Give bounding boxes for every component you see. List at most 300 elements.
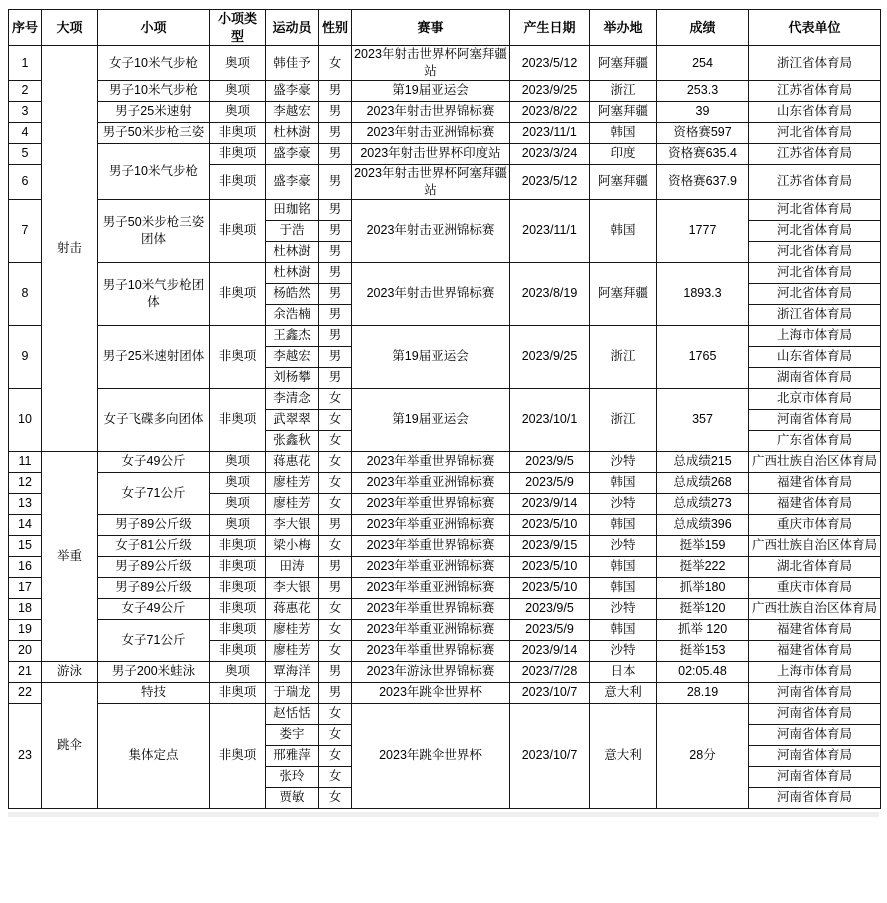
venue-cell: 沙特 — [590, 598, 657, 619]
venue-cell: 韩国 — [590, 199, 657, 262]
event-type-cell: 奥项 — [210, 101, 266, 122]
competition-cell: 2023年举重世界锦标赛 — [352, 493, 510, 514]
unit-cell: 山东省体育局 — [749, 101, 881, 122]
table-row — [9, 535, 881, 556]
index-cell: 8 — [9, 262, 42, 325]
venue-cell: 沙特 — [590, 640, 657, 661]
gender-cell: 女 — [319, 409, 352, 430]
gender-cell: 女 — [319, 46, 352, 81]
unit-cell: 河南省体育局 — [749, 787, 881, 808]
index-cell: 22 — [9, 682, 42, 703]
date-cell: 2023/9/15 — [510, 535, 590, 556]
gender-cell: 男 — [319, 661, 352, 682]
venue-cell: 浙江 — [590, 325, 657, 388]
unit-cell: 河南省体育局 — [749, 682, 881, 703]
table-row — [9, 514, 881, 535]
athlete-name-cell: 杜林澍 — [266, 262, 319, 283]
index-cell: 3 — [9, 101, 42, 122]
page-bottom-edge — [8, 812, 879, 817]
col-header-index: 序号 — [9, 10, 42, 46]
date-cell: 2023/7/28 — [510, 661, 590, 682]
result-cell: 总成绩396 — [657, 514, 749, 535]
event-type-cell: 非奥项 — [210, 199, 266, 262]
athlete-name-cell: 赵恬恬 — [266, 703, 319, 724]
date-cell: 2023/9/25 — [510, 325, 590, 388]
athlete-name-cell: 李大银 — [266, 577, 319, 598]
result-cell: 总成绩268 — [657, 472, 749, 493]
event-cell: 男子10米气步枪团体 — [98, 262, 210, 325]
unit-cell: 河北省体育局 — [749, 283, 881, 304]
unit-cell: 河北省体育局 — [749, 241, 881, 262]
date-cell: 2023/3/24 — [510, 143, 590, 164]
index-cell: 9 — [9, 325, 42, 388]
col-header-result: 成绩 — [657, 10, 749, 46]
competition-cell: 2023年举重亚洲锦标赛 — [352, 472, 510, 493]
event-cell: 女子飞碟多向团体 — [98, 388, 210, 451]
gender-cell: 女 — [319, 766, 352, 787]
venue-cell: 印度 — [590, 143, 657, 164]
result-cell: 1777 — [657, 199, 749, 262]
index-cell: 12 — [9, 472, 42, 493]
index-cell: 10 — [9, 388, 42, 451]
athlete-name-cell: 刘杨攀 — [266, 367, 319, 388]
table-row — [9, 556, 881, 577]
venue-cell: 韩国 — [590, 472, 657, 493]
sport-cell: 举重 — [42, 451, 98, 661]
event-type-cell: 奥项 — [210, 661, 266, 682]
venue-cell: 意大利 — [590, 703, 657, 808]
event-cell: 男子200米蛙泳 — [98, 661, 210, 682]
event-type-cell: 非奥项 — [210, 619, 266, 640]
result-cell: 28分 — [657, 703, 749, 808]
index-cell: 23 — [9, 703, 42, 808]
unit-cell: 浙江省体育局 — [749, 304, 881, 325]
unit-cell: 河南省体育局 — [749, 766, 881, 787]
sports-records-page — [8, 9, 880, 817]
index-cell: 1 — [9, 46, 42, 81]
unit-cell: 广西壮族自治区体育局 — [749, 535, 881, 556]
event-cell: 特技 — [98, 682, 210, 703]
athlete-name-cell: 盛李豪 — [266, 143, 319, 164]
gender-cell: 女 — [319, 388, 352, 409]
event-cell: 男子89公斤级 — [98, 577, 210, 598]
unit-cell: 河北省体育局 — [749, 262, 881, 283]
gender-cell: 男 — [319, 199, 352, 220]
col-header-event-type: 小项类型 — [210, 10, 266, 46]
competition-cell: 2023年游泳世界锦标赛 — [352, 661, 510, 682]
result-cell: 28.19 — [657, 682, 749, 703]
date-cell: 2023/8/19 — [510, 262, 590, 325]
unit-cell: 河北省体育局 — [749, 199, 881, 220]
event-type-cell: 非奥项 — [210, 164, 266, 199]
event-type-cell: 非奥项 — [210, 682, 266, 703]
col-header-unit: 代表单位 — [749, 10, 881, 46]
competition-cell: 2023年射击亚洲锦标赛 — [352, 199, 510, 262]
competition-cell: 2023年举重亚洲锦标赛 — [352, 556, 510, 577]
athlete-name-cell: 杜林澍 — [266, 241, 319, 262]
competition-cell: 2023年举重世界锦标赛 — [352, 598, 510, 619]
date-cell: 2023/8/22 — [510, 101, 590, 122]
competition-cell: 2023年射击亚洲锦标赛 — [352, 122, 510, 143]
unit-cell: 山东省体育局 — [749, 346, 881, 367]
athlete-name-cell: 覃海洋 — [266, 661, 319, 682]
index-cell: 21 — [9, 661, 42, 682]
athlete-name-cell: 于瑞龙 — [266, 682, 319, 703]
event-type-cell: 非奥项 — [210, 535, 266, 556]
result-cell: 1765 — [657, 325, 749, 388]
venue-cell: 沙特 — [590, 451, 657, 472]
result-cell: 挺举222 — [657, 556, 749, 577]
event-type-cell: 非奥项 — [210, 388, 266, 451]
athlete-name-cell: 盛李豪 — [266, 80, 319, 101]
gender-cell: 男 — [319, 80, 352, 101]
athlete-name-cell: 邢雅萍 — [266, 745, 319, 766]
table-row — [9, 598, 881, 619]
unit-cell: 重庆市体育局 — [749, 577, 881, 598]
index-cell: 16 — [9, 556, 42, 577]
result-cell: 资格赛635.4 — [657, 143, 749, 164]
date-cell: 2023/9/14 — [510, 493, 590, 514]
athlete-name-cell: 于浩 — [266, 220, 319, 241]
index-cell: 6 — [9, 164, 42, 199]
athlete-name-cell: 杨皓然 — [266, 283, 319, 304]
gender-cell: 女 — [319, 472, 352, 493]
competition-cell: 2023年举重世界锦标赛 — [352, 451, 510, 472]
result-cell: 总成绩273 — [657, 493, 749, 514]
athlete-name-cell: 韩佳予 — [266, 46, 319, 81]
gender-cell: 女 — [319, 787, 352, 808]
unit-cell: 上海市体育局 — [749, 661, 881, 682]
result-cell: 挺举153 — [657, 640, 749, 661]
competition-cell: 第19届亚运会 — [352, 325, 510, 388]
athlete-name-cell: 廖桂芳 — [266, 640, 319, 661]
gender-cell: 男 — [319, 262, 352, 283]
gender-cell: 女 — [319, 640, 352, 661]
date-cell: 2023/5/10 — [510, 556, 590, 577]
col-header-athlete: 运动员 — [266, 10, 319, 46]
competition-cell: 2023年举重世界锦标赛 — [352, 640, 510, 661]
gender-cell: 男 — [319, 220, 352, 241]
date-cell: 2023/10/7 — [510, 703, 590, 808]
competition-cell: 2023年射击世界杯印度站 — [352, 143, 510, 164]
index-cell: 13 — [9, 493, 42, 514]
competition-cell: 2023年跳伞世界杯 — [352, 703, 510, 808]
venue-cell: 韩国 — [590, 122, 657, 143]
gender-cell: 女 — [319, 451, 352, 472]
event-cell: 男子10米气步枪 — [98, 80, 210, 101]
unit-cell: 江苏省体育局 — [749, 80, 881, 101]
gender-cell: 男 — [319, 304, 352, 325]
table-row — [9, 122, 881, 143]
col-header-event: 小项 — [98, 10, 210, 46]
athlete-name-cell: 王鑫杰 — [266, 325, 319, 346]
competition-cell: 2023年举重世界锦标赛 — [352, 535, 510, 556]
athlete-name-cell: 蒋惠花 — [266, 598, 319, 619]
event-type-cell: 非奥项 — [210, 143, 266, 164]
event-cell: 女子49公斤 — [98, 598, 210, 619]
gender-cell: 男 — [319, 101, 352, 122]
event-cell: 男子10米气步枪 — [98, 143, 210, 199]
table-row — [9, 325, 881, 346]
unit-cell: 广西壮族自治区体育局 — [749, 598, 881, 619]
table-row — [9, 451, 881, 472]
event-type-cell: 非奥项 — [210, 703, 266, 808]
athlete-name-cell: 盛李豪 — [266, 164, 319, 199]
result-cell: 抓举180 — [657, 577, 749, 598]
athlete-name-cell: 梁小梅 — [266, 535, 319, 556]
records-table — [8, 9, 881, 809]
index-cell: 14 — [9, 514, 42, 535]
event-type-cell: 奥项 — [210, 514, 266, 535]
event-type-cell: 奥项 — [210, 472, 266, 493]
athlete-name-cell: 余浩楠 — [266, 304, 319, 325]
athlete-name-cell: 廖桂芳 — [266, 493, 319, 514]
event-type-cell: 非奥项 — [210, 598, 266, 619]
venue-cell: 阿塞拜疆 — [590, 164, 657, 199]
index-cell: 20 — [9, 640, 42, 661]
unit-cell: 江苏省体育局 — [749, 143, 881, 164]
gender-cell: 男 — [319, 143, 352, 164]
table-row — [9, 703, 881, 724]
date-cell: 2023/5/9 — [510, 619, 590, 640]
result-cell: 253.3 — [657, 80, 749, 101]
table-row — [9, 472, 881, 493]
competition-cell: 2023年射击世界锦标赛 — [352, 262, 510, 325]
athlete-name-cell: 李越宏 — [266, 101, 319, 122]
index-cell: 11 — [9, 451, 42, 472]
gender-cell: 女 — [319, 598, 352, 619]
table-row — [9, 101, 881, 122]
athlete-name-cell: 武翠翠 — [266, 409, 319, 430]
date-cell: 2023/10/7 — [510, 682, 590, 703]
gender-cell: 女 — [319, 535, 352, 556]
unit-cell: 福建省体育局 — [749, 640, 881, 661]
competition-cell: 第19届亚运会 — [352, 388, 510, 451]
event-type-cell: 非奥项 — [210, 640, 266, 661]
venue-cell: 阿塞拜疆 — [590, 262, 657, 325]
result-cell: 39 — [657, 101, 749, 122]
gender-cell: 女 — [319, 745, 352, 766]
result-cell: 资格赛637.9 — [657, 164, 749, 199]
table-row — [9, 388, 881, 409]
venue-cell: 阿塞拜疆 — [590, 101, 657, 122]
venue-cell: 韩国 — [590, 514, 657, 535]
gender-cell: 男 — [319, 325, 352, 346]
gender-cell: 女 — [319, 619, 352, 640]
index-cell: 5 — [9, 143, 42, 164]
result-cell: 357 — [657, 388, 749, 451]
gender-cell: 男 — [319, 577, 352, 598]
gender-cell: 男 — [319, 241, 352, 262]
gender-cell: 女 — [319, 493, 352, 514]
date-cell: 2023/9/5 — [510, 451, 590, 472]
result-cell: 资格赛597 — [657, 122, 749, 143]
col-header-gender: 性别 — [319, 10, 352, 46]
competition-cell: 2023年射击世界杯阿塞拜疆站 — [352, 46, 510, 81]
venue-cell: 沙特 — [590, 493, 657, 514]
venue-cell: 浙江 — [590, 388, 657, 451]
athlete-name-cell: 贾敏 — [266, 787, 319, 808]
event-cell: 男子25米速射 — [98, 101, 210, 122]
table-row — [9, 143, 881, 164]
venue-cell: 韩国 — [590, 619, 657, 640]
table-row — [9, 46, 881, 81]
event-type-cell: 非奥项 — [210, 122, 266, 143]
unit-cell: 广西壮族自治区体育局 — [749, 451, 881, 472]
date-cell: 2023/9/14 — [510, 640, 590, 661]
event-cell: 男子25米速射团体 — [98, 325, 210, 388]
date-cell: 2023/11/1 — [510, 199, 590, 262]
competition-cell: 2023年跳伞世界杯 — [352, 682, 510, 703]
event-type-cell: 非奥项 — [210, 262, 266, 325]
table-row — [9, 661, 881, 682]
athlete-name-cell: 田珈铭 — [266, 199, 319, 220]
gender-cell: 女 — [319, 430, 352, 451]
event-type-cell: 非奥项 — [210, 556, 266, 577]
unit-cell: 福建省体育局 — [749, 619, 881, 640]
event-cell: 女子81公斤级 — [98, 535, 210, 556]
gender-cell: 男 — [319, 367, 352, 388]
result-cell: 1893.3 — [657, 262, 749, 325]
venue-cell: 沙特 — [590, 535, 657, 556]
date-cell: 2023/11/1 — [510, 122, 590, 143]
event-type-cell: 奥项 — [210, 451, 266, 472]
index-cell: 18 — [9, 598, 42, 619]
table-row — [9, 619, 881, 640]
unit-cell: 河南省体育局 — [749, 745, 881, 766]
index-cell: 7 — [9, 199, 42, 262]
unit-cell: 河南省体育局 — [749, 703, 881, 724]
athlete-name-cell: 张鑫秋 — [266, 430, 319, 451]
result-cell: 挺举120 — [657, 598, 749, 619]
result-cell: 02:05.48 — [657, 661, 749, 682]
event-cell: 女子49公斤 — [98, 451, 210, 472]
athlete-name-cell: 李清念 — [266, 388, 319, 409]
result-cell: 254 — [657, 46, 749, 81]
unit-cell: 北京市体育局 — [749, 388, 881, 409]
col-header-sport: 大项 — [42, 10, 98, 46]
gender-cell: 男 — [319, 682, 352, 703]
index-cell: 19 — [9, 619, 42, 640]
competition-cell: 2023年射击世界锦标赛 — [352, 101, 510, 122]
gender-cell: 男 — [319, 164, 352, 199]
unit-cell: 江苏省体育局 — [749, 164, 881, 199]
gender-cell: 女 — [319, 703, 352, 724]
venue-cell: 韩国 — [590, 556, 657, 577]
result-cell: 抓举 120 — [657, 619, 749, 640]
athlete-name-cell: 李大银 — [266, 514, 319, 535]
index-cell: 15 — [9, 535, 42, 556]
table-row — [9, 682, 881, 703]
venue-cell: 意大利 — [590, 682, 657, 703]
event-cell: 男子50米步枪三姿团体 — [98, 199, 210, 262]
competition-cell: 2023年举重亚洲锦标赛 — [352, 577, 510, 598]
athlete-name-cell: 蒋惠花 — [266, 451, 319, 472]
gender-cell: 男 — [319, 122, 352, 143]
gender-cell: 男 — [319, 514, 352, 535]
date-cell: 2023/10/1 — [510, 388, 590, 451]
col-header-date: 产生日期 — [510, 10, 590, 46]
athlete-name-cell: 李越宏 — [266, 346, 319, 367]
athlete-name-cell: 田涛 — [266, 556, 319, 577]
gender-cell: 男 — [319, 283, 352, 304]
date-cell: 2023/5/10 — [510, 514, 590, 535]
competition-cell: 2023年射击世界杯阿塞拜疆站 — [352, 164, 510, 199]
col-header-venue: 举办地 — [590, 10, 657, 46]
event-type-cell: 奥项 — [210, 493, 266, 514]
date-cell: 2023/5/9 — [510, 472, 590, 493]
unit-cell: 福建省体育局 — [749, 472, 881, 493]
competition-cell: 2023年举重亚洲锦标赛 — [352, 619, 510, 640]
athlete-name-cell: 廖桂芳 — [266, 472, 319, 493]
unit-cell: 浙江省体育局 — [749, 46, 881, 81]
sport-cell: 跳伞 — [42, 682, 98, 808]
unit-cell: 上海市体育局 — [749, 325, 881, 346]
athlete-name-cell: 杜林澍 — [266, 122, 319, 143]
date-cell: 2023/5/12 — [510, 46, 590, 81]
venue-cell: 浙江 — [590, 80, 657, 101]
athlete-name-cell: 廖桂芳 — [266, 619, 319, 640]
index-cell: 4 — [9, 122, 42, 143]
result-cell: 挺举159 — [657, 535, 749, 556]
competition-cell: 第19届亚运会 — [352, 80, 510, 101]
venue-cell: 韩国 — [590, 577, 657, 598]
unit-cell: 河南省体育局 — [749, 409, 881, 430]
event-cell: 集体定点 — [98, 703, 210, 808]
venue-cell: 阿塞拜疆 — [590, 46, 657, 81]
event-cell: 男子50米步枪三姿 — [98, 122, 210, 143]
event-type-cell: 非奥项 — [210, 577, 266, 598]
event-cell: 男子89公斤级 — [98, 514, 210, 535]
table-row — [9, 199, 881, 220]
unit-cell: 重庆市体育局 — [749, 514, 881, 535]
table-header-row — [9, 10, 881, 46]
sport-cell: 射击 — [42, 46, 98, 452]
event-type-cell: 奥项 — [210, 80, 266, 101]
date-cell: 2023/5/10 — [510, 577, 590, 598]
gender-cell: 女 — [319, 724, 352, 745]
table-row — [9, 577, 881, 598]
event-cell: 女子10米气步枪 — [98, 46, 210, 81]
event-cell: 男子89公斤级 — [98, 556, 210, 577]
venue-cell: 日本 — [590, 661, 657, 682]
date-cell: 2023/9/5 — [510, 598, 590, 619]
athlete-name-cell: 娄宇 — [266, 724, 319, 745]
event-cell: 女子71公斤 — [98, 472, 210, 514]
unit-cell: 广东省体育局 — [749, 430, 881, 451]
result-cell: 总成绩215 — [657, 451, 749, 472]
unit-cell: 湖北省体育局 — [749, 556, 881, 577]
event-type-cell: 非奥项 — [210, 325, 266, 388]
table-row — [9, 80, 881, 101]
gender-cell: 男 — [319, 346, 352, 367]
unit-cell: 福建省体育局 — [749, 493, 881, 514]
sport-cell: 游泳 — [42, 661, 98, 682]
date-cell: 2023/9/25 — [510, 80, 590, 101]
event-type-cell: 奥项 — [210, 46, 266, 81]
index-cell: 17 — [9, 577, 42, 598]
unit-cell: 河南省体育局 — [749, 724, 881, 745]
index-cell: 2 — [9, 80, 42, 101]
unit-cell: 河北省体育局 — [749, 122, 881, 143]
table-row — [9, 262, 881, 283]
gender-cell: 男 — [319, 556, 352, 577]
unit-cell: 湖南省体育局 — [749, 367, 881, 388]
competition-cell: 2023年举重亚洲锦标赛 — [352, 514, 510, 535]
event-cell: 女子71公斤 — [98, 619, 210, 661]
unit-cell: 河北省体育局 — [749, 220, 881, 241]
col-header-competition: 赛事 — [352, 10, 510, 46]
